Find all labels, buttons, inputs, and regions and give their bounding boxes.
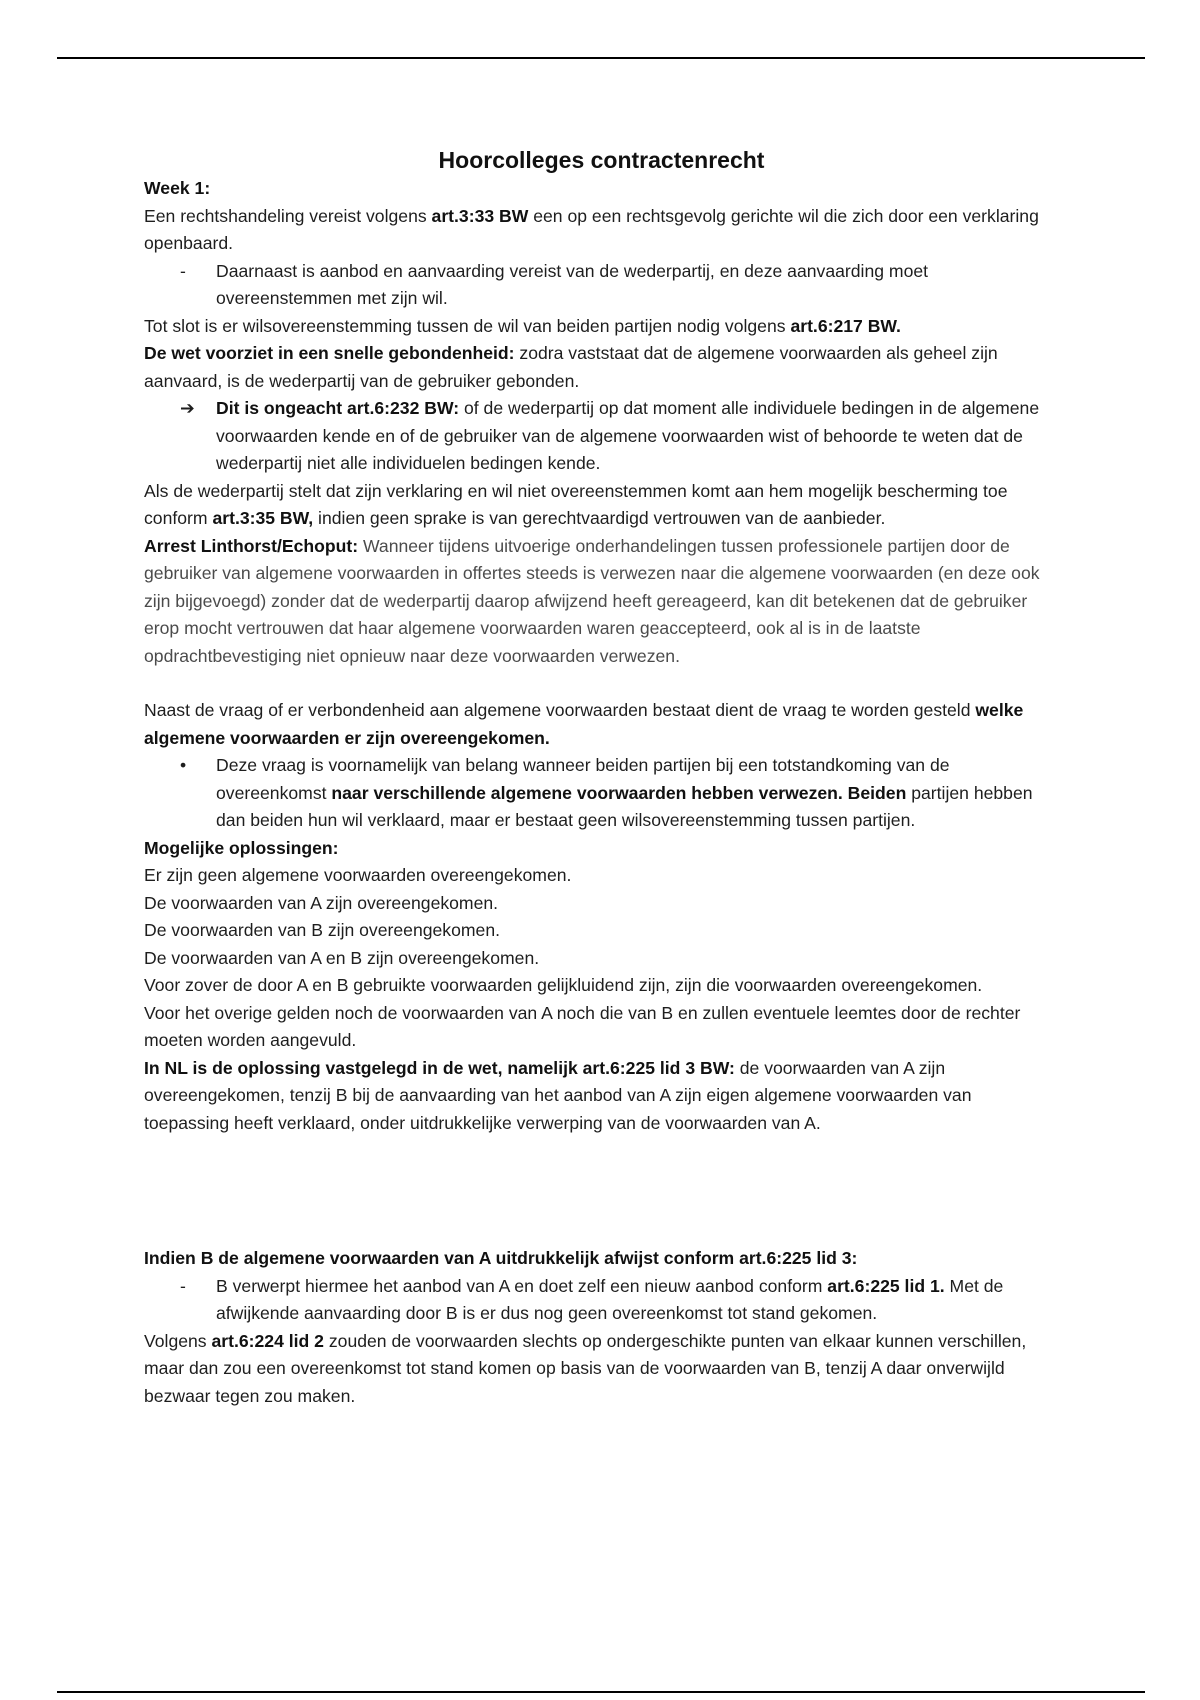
article-reference: art.6:224 lid 2 [211, 1330, 324, 1351]
paragraph-nl-oplossing: In NL is de oplossing vastgelegd in de wet, namelijk art.6:225 lid 3 BW: de voorwaarden van A zijn overeengekomen, tenzij B bij de aanvaarding van het aanbod van A zijn eigen algemene voorwaarden van toepassing heeft verklaard, onder uitdrukkelijke verwerping van de voorwaarden van A. [144, 1057, 972, 1133]
week-heading: Week 1: [144, 178, 211, 198]
list-item-bullet: • Deze vraag is voornamelijk van belang wanneer beiden partijen bij een totstandkoming van de overeenkomst naar verschillende algemene voorwaarden hebben verwezen. Beiden partijen hebben dan beiden hun wil verklaard, maar er bestaat geen wilsovereenstemming tussen partijen. [144, 752, 1059, 835]
bullet-icon: • [180, 755, 187, 775]
list-item-dash: - Daarnaast is aanbod en aanvaarding vereist van de wederpartij, en deze aanvaarding moet overeenstemmen met zijn wil. [144, 258, 1059, 313]
dash-marker: - [180, 260, 186, 281]
solution-line: Er zijn geen algemene voorwaarden overeengekomen. [144, 865, 572, 885]
article-reference: art.6:225 lid 1. [827, 1275, 945, 1296]
paragraph-wilsovereenstemming: Tot slot is er wilsovereenstemming tussen de wil van beiden partijen nodig volgens art.6:217 BW. [144, 315, 901, 336]
article-reference: art.6:217 BW. [790, 315, 901, 336]
section-heading-oplossingen: Mogelijke oplossingen: [144, 837, 339, 858]
article-reference: art.3:33 BW [431, 205, 529, 226]
solution-line: De voorwaarden van A zijn overeengekomen. [144, 892, 499, 913]
arrow-bullet-icon: ➔ [180, 398, 195, 418]
paragraph-rechtshandeling: Een rechtshandeling vereist volgens art.3:33 BW een op een rechtsgevolg gerichte wil die zich door een verklaring openbaard. [144, 205, 1039, 253]
paragraph-bescherming: Als de wederpartij stelt dat zijn verklaring en wil niet overeenstemmen komt aan hem mogelijk bescherming toe conform art.3:35 BW, indien geen sprake is van gerechtvaardigd vertrouwen van de aanbieder. [144, 480, 1008, 528]
document-page [144, 145, 1059, 1410]
solution-line: De voorwaarden van B zijn overeengekomen. [144, 920, 500, 940]
dash-marker: - [180, 1275, 186, 1296]
solution-line: Voor zover de door A en B gebruikte voorwaarden gelijkluidend zijn, zijn die voorwaarden overeengekomen. [144, 975, 983, 995]
list-item-arrow: ➔ Dit is ongeacht art.6:232 BW: of de wederpartij op dat moment alle individuele bedingen in de algemene voorwaarden kende en of de gebruiker van de algemene voorwaarden wist of behoorde te weten dat de wederpartij niet alle individuelen bedingen kende. [144, 395, 1059, 478]
article-reference: art.3:35 BW, [212, 508, 314, 528]
solution-line: De voorwaarden van A en B zijn overeengekomen. [144, 947, 540, 968]
document-title: Hoorcolleges contractenrecht [438, 147, 765, 173]
footer-rule [57, 1691, 1145, 1693]
solution-line: Voor het overige gelden noch de voorwaarden van A noch die van B en zullen eventuele leemtes door de rechter moeten worden aangevuld. [144, 1002, 1021, 1050]
list-item-dash: - B verwerpt hiermee het aanbod van A en doet zelf een nieuw aanbod conform art.6:225 lid 1. Met de afwijkende aanvaarding door B is er dus nog geen overeenkomst tot stand gekomen. [144, 1273, 1059, 1328]
paragraph-gebondenheid: De wet voorziet in een snelle gebondenheid: zodra vaststaat dat de algemene voorwaarden als geheel zijn aanvaard, is de wederpartij van de gebruiker gebonden. [144, 343, 998, 391]
paragraph-arrest: Arrest Linthorst/Echoput: Wanneer tijdens uitvoerige onderhandelingen tussen professionele partijen door de gebruiker van algemene voorwaarden in offertes steeds is verwezen naar die algemene voorwaarden (en deze ook zijn bijgevoegd) zonder dat de wederpartij daarop afwijzend heeft gereageerd, kan dit betekenen dat de gebruiker erop mocht vertrouwen dat haar algemene voorwaarden waren geaccepteerd, ook al is in de laatste opdrachtbevestiging niet opnieuw naar deze voorwaarden verwezen. [144, 535, 1040, 666]
paragraph-ondergeschikte-punten: Volgens art.6:224 lid 2 zouden de voorwaarden slechts op ondergeschikte punten van elkaar kunnen verschillen, maar dan zou een overeenkomst tot stand komen op basis van de voorwaarden van B, tenzij A daar onverwijld bezwaar tegen zou maken. [144, 1330, 1027, 1406]
header-rule [57, 57, 1145, 59]
section-heading-afwijzing: Indien B de algemene voorwaarden van A uitdrukkelijk afwijst conform art.6:225 lid 3: [144, 1248, 858, 1268]
paragraph-welke-voorwaarden: Naast de vraag of er verbondenheid aan algemene voorwaarden bestaat dient de vraag te worden gesteld welke algemene voorwaarden er zijn overeengekomen. [144, 700, 1024, 748]
